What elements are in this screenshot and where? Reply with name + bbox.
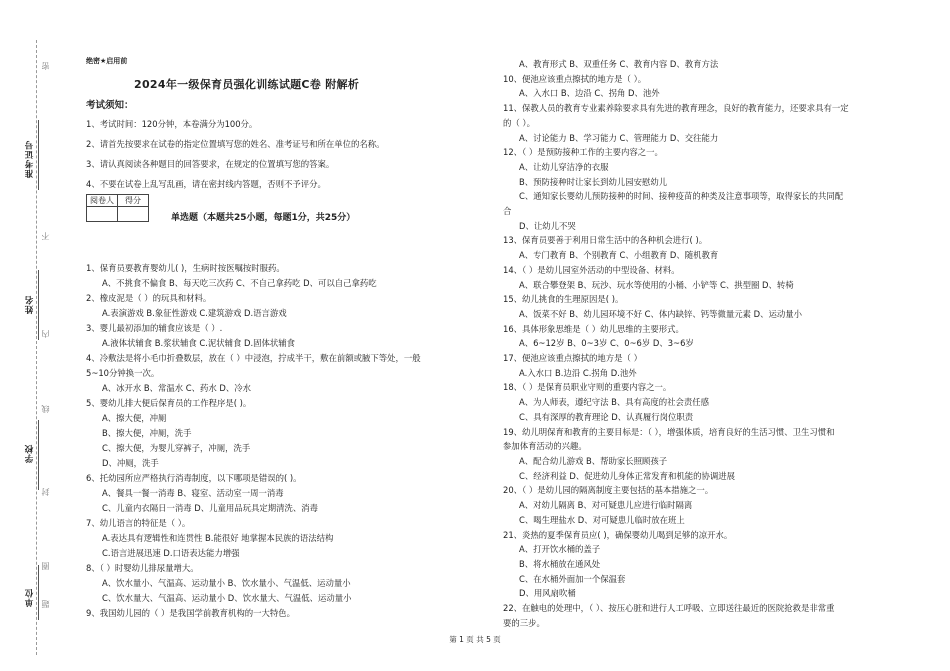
- question-line: 参加体育活动的兴趣。: [503, 441, 587, 452]
- question-line: 17、便池应该重点擦拭的地方是（ ）: [503, 353, 642, 364]
- school-field-line: [38, 420, 39, 490]
- note-item: 2、请首先按要求在试卷的指定位置填写您的姓名、准考证号和所在单位的名称。: [86, 139, 385, 149]
- answer-option-line: C、具有深厚的教育理论 D、认真履行岗位职责: [519, 411, 694, 422]
- binding-label-name: 姓名: [25, 295, 35, 314]
- answer-option-line: A、联合攀登架 B、玩沙、玩水等使用的小桶、小铲等 C、拱型圈 D、转椅: [519, 279, 794, 290]
- question-line: 9、我国幼儿园的（ ）是我国学前教育机构的一大特色。: [86, 608, 295, 618]
- answer-option-line: A.表演游戏 B.象征性游戏 C.建筑游戏 D.语言游戏: [102, 308, 287, 318]
- answer-option-line: A、擦大便，冲厕: [102, 413, 167, 423]
- question-line: 20、（ ）是幼儿园的隔离制度主要包括的基本措施之一。: [503, 485, 714, 496]
- seal-marker: 内: [41, 330, 50, 338]
- seal-marker: 题: [41, 600, 50, 608]
- question-line: 6、托幼园所应严格执行消毒制度，以下哪项是错误的( )。: [86, 473, 302, 483]
- question-line: 的（ ）。: [503, 117, 535, 128]
- answer-option-line: C、擦大便，为婴儿穿裤子，冲厕，洗手: [102, 443, 251, 453]
- question-line: 14、（ ）是幼儿园室外活动的中型设备、材料。: [503, 264, 680, 275]
- exam-notes: [86, 114, 384, 194]
- score-field[interactable]: [118, 207, 149, 222]
- question-line: 5~10分钟换一次。: [86, 368, 160, 378]
- answer-option-line: C、经济利益 D、促进幼儿身体正常发育和机能的协调进展: [519, 470, 735, 481]
- question-line: 5、婴幼儿排大便后保育员的工作程序是( )。: [86, 398, 252, 408]
- score-box: [86, 194, 149, 222]
- grader-field[interactable]: [87, 207, 118, 222]
- grader-label: 阅卷人: [87, 195, 118, 207]
- answer-option-line: A、专门教育 B、个别教育 C、小组教育 D、随机教育: [519, 250, 719, 261]
- answer-option-line: A、冰开水 B、常温水 C、药水 D、冷水: [102, 383, 252, 393]
- answer-option-line: A、配合幼儿游戏 B、帮助家长照顾孩子: [519, 455, 668, 466]
- page-title: 2024年一级保育员强化训练试题C卷 附解析: [134, 78, 360, 91]
- question-line: 21、炎热的夏季保育员应( )，确保婴幼儿喝到足够的凉开水。: [503, 529, 733, 540]
- seal-dashed-line: [36, 40, 37, 655]
- answer-option-line: A.液体状辅食 B.浆状辅食 C.泥状辅食 D.固体状辅食: [102, 338, 296, 348]
- question-line: 22、在触电的处理中，（ ）、按压心脏和进行人工呼吸、立即送往最近的医院抢救是非常重: [503, 603, 835, 614]
- note-item: 4、不要在试卷上乱写乱画，请在密封线内答题，否则不予评分。: [86, 179, 326, 189]
- answer-option-line: A、让幼儿穿洁净的衣服: [519, 161, 609, 172]
- answer-option-line: C、儿童内衣隔日一消毒 D、儿童用品玩具定期清洗、消毒: [102, 503, 318, 513]
- note-item: 1、考试时间：120分钟，本卷满分为100分。: [86, 119, 258, 129]
- answer-option-line: A、饮水量小、气温高、运动量小 B、饮水量小、气温低、运动量小: [102, 578, 351, 588]
- question-line: 16、具体形象思维是（ ）幼儿思维的主要形式。: [503, 323, 684, 334]
- answer-option-line: B、预防接种时让家长到幼儿园安慰幼儿: [519, 176, 668, 187]
- answer-option-line: C、在水桶外面加一个保温套: [519, 573, 626, 584]
- question-line: 4、冷敷法是将小毛巾折叠数层，放在（ ）中浸泡，拧成半干，敷在前额或腋下等处，一般: [86, 353, 421, 363]
- answer-option-line: C.语言进展迅速 D.口语表达能力增强: [102, 548, 240, 558]
- notes-heading: 考试须知：: [86, 100, 134, 111]
- binding-label-exam-number: 准考证号: [25, 140, 35, 178]
- question-line: 10、便池应该重点擦拭的地方是（ ）。: [503, 73, 647, 84]
- right-question-column: [503, 57, 903, 630]
- question-line: 2、橡皮泥是（ ）的玩具和材料。: [86, 293, 212, 303]
- question-line: 13、保育员要善于利用日常生活中的各种机会进行( )。: [503, 235, 708, 246]
- unit-field-line: [38, 565, 39, 620]
- score-label: 得分: [118, 195, 149, 207]
- answer-option-line: A、讨论能力 B、学习能力 C、管理能力 D、交往能力: [519, 132, 719, 143]
- answer-option-line: A、饭菜不好 B、幼儿园环境不好 C、体内缺锌、钙等微量元素 D、运动量小: [519, 308, 803, 319]
- confidential-mark: 绝密★启用前: [86, 57, 128, 65]
- answer-option-line: C、通知家长婴幼儿预防接种的时间、接种疫苗的种类及注意事项等，取得家长的共同配: [519, 191, 844, 202]
- answer-option-line: B、将水桶放在通风处: [519, 558, 601, 569]
- answer-option-line: A、不挑食不偏食 B、每天吃三次药 C、不自己拿药吃 D、可以自己拿药吃: [102, 278, 377, 288]
- answer-option-line: A、入水口 B、边沿 C、拐角 D、池外: [519, 88, 660, 99]
- question-line: 19、幼儿明保育和教育的主要目标是：（ ），增强体质，培育良好的生活习惯、卫生习惯和: [503, 426, 835, 437]
- answer-option-line: C、喝生理盐水 D、对可疑患儿临时放在班上: [519, 514, 685, 525]
- answer-option-line: C、饮水量大、气温高、运动量小 D、饮水量大、气温低、运动量小: [102, 593, 352, 603]
- seal-marker: 密: [41, 62, 50, 70]
- question-line: 合: [503, 206, 512, 217]
- answer-option-line: B、擦大便，冲厕，洗手: [102, 428, 192, 438]
- page-number: 第 1 页 共 5 页: [449, 635, 501, 644]
- answer-option-line: A、打开饮水桶的盖子: [519, 544, 601, 555]
- question-line: 18、（ ）是保育员职业守则的重要内容之一。: [503, 382, 672, 393]
- section-heading: 单选题（本题共25小题，每题1分，共25分）: [171, 213, 356, 223]
- question-line: 1、保育员要教育婴幼儿( )，生病时按医嘱按时服药。: [86, 263, 285, 273]
- question-line: 要的三步。: [503, 617, 545, 628]
- question-line: 8、（ ）时婴幼儿排尿量增大。: [86, 563, 199, 573]
- left-question-column: [86, 261, 486, 621]
- answer-option-line: A、对幼儿隔离 B、对可疑患儿应进行临时隔离: [519, 500, 693, 511]
- question-line: 11、保教人员的教育专业素养除要求具有先进的教育理念，良好的教育能力，还要求具有一定: [503, 103, 849, 114]
- seal-marker: 封: [41, 488, 50, 496]
- question-line: 12、（ ）是预防接种工作的主要内容之一。: [503, 147, 663, 158]
- note-item: 3、请认真阅读各种题目的回答要求，在规定的位置填写您的答案。: [86, 159, 335, 169]
- answer-option-line: A、教育形式 B、双重任务 C、教育内容 D、教育方法: [519, 59, 719, 69]
- answer-option-line: A.表达具有逻辑性和连贯性 B.能很好 地掌握本民族的语法结构: [102, 533, 334, 543]
- seal-marker: 圈: [41, 562, 50, 570]
- binding-label-unit: 单位: [25, 588, 35, 607]
- answer-option-line: A、为人师表，遵纪守法 B、具有高度的社会责任感: [519, 397, 710, 408]
- question-line: 15、幼儿挑食的生理原因是( )。: [503, 294, 624, 305]
- seal-marker: 不: [41, 232, 50, 240]
- seal-marker: 线: [41, 405, 50, 413]
- question-line: 3、婴儿最初添加的辅食应该是（ ）.: [86, 323, 223, 333]
- answer-option-line: A、餐具一餐一消毒 B、寝室、活动室一周一消毒: [102, 488, 284, 498]
- answer-option-line: A.入水口 B.边沿 C.拐角 D.池外: [519, 367, 637, 378]
- answer-option-line: D、让幼儿不哭: [519, 220, 576, 231]
- answer-option-line: A、6~12岁 B、0~3岁 C、0~6岁 D、3~6岁: [519, 338, 694, 349]
- name-field-line: [38, 270, 39, 340]
- exam-number-field-line: [38, 120, 39, 190]
- answer-option-line: D、冲厕，洗手: [102, 458, 159, 468]
- question-line: 7、幼儿语言的特征是（ ）。: [86, 518, 191, 528]
- binding-label-school: 学校: [25, 444, 35, 463]
- answer-option-line: D、用风扇吹桶: [519, 588, 576, 599]
